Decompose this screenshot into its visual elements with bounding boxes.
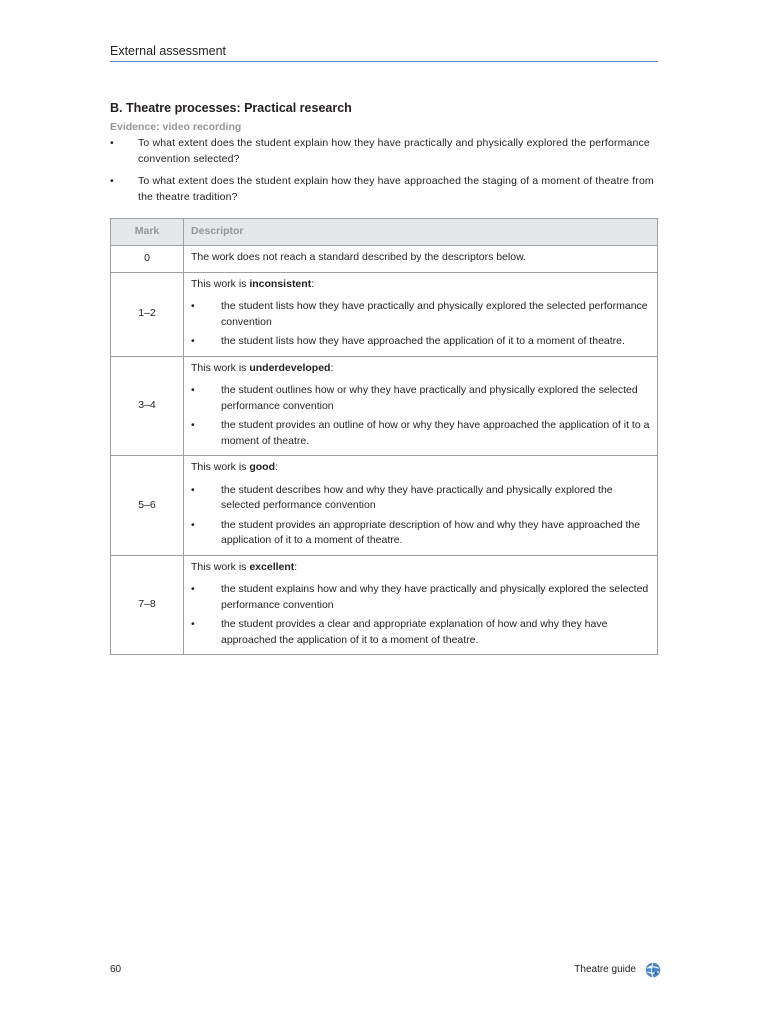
mark-column-header: Mark	[111, 219, 184, 246]
question-item	[110, 136, 658, 167]
markband-table	[110, 218, 658, 655]
point-text: the student provides an outline of how or why they have approached the application of it to a moment of theatre.	[221, 419, 650, 447]
list-item	[191, 299, 650, 330]
lead-prefix: This work is	[191, 361, 250, 374]
guide-title: Theatre guide	[574, 964, 636, 975]
point-text: the student describes how and why they have practically and physically explored the selected performance convention	[221, 483, 613, 511]
descriptor-points	[191, 483, 650, 549]
list-item	[191, 383, 650, 414]
mark-cell: 3–4	[111, 356, 184, 456]
descriptor-points	[191, 299, 650, 350]
mark-cell: 7–8	[111, 555, 184, 655]
mark-cell: 1–2	[111, 272, 184, 356]
point-text: the student provides a clear and appropriate explanation of how and why they have approached the application of it to a moment of theatre.	[221, 618, 608, 646]
point-text: the student explains how and why they have practically and physically explored the selected performance convention	[221, 583, 649, 611]
point-text: the student provides an appropriate description of how and why they have approached the application of it to a moment of theatre.	[221, 518, 641, 546]
descriptor-points	[191, 383, 650, 449]
bullet: •	[191, 518, 195, 531]
guiding-questions	[110, 136, 658, 212]
table-row	[111, 456, 658, 556]
table-row	[111, 272, 658, 356]
bullet: •	[191, 335, 195, 347]
list-item	[191, 418, 650, 449]
lead-prefix: This work is	[191, 560, 250, 573]
bullet: •	[191, 300, 195, 312]
lead-prefix: This work is	[191, 277, 250, 290]
question-text: To what extent does the student explain how they have approached the staging of a moment of theatre from the theatre tradition?	[138, 175, 654, 203]
section-title: B. Theatre processes: Practical research	[110, 101, 352, 115]
evidence-label: Evidence: video recording	[110, 121, 242, 133]
table-row	[111, 246, 658, 273]
point-text: the student outlines how or why they have practically and physically explored the selected performance convention	[221, 384, 638, 412]
list-item	[191, 582, 650, 613]
lead-suffix: :	[275, 461, 278, 473]
bullet: •	[191, 618, 195, 630]
mark-cell: 0	[111, 246, 184, 273]
table-row	[111, 555, 658, 655]
descriptor-cell: The work does not reach a standard described by the descriptors below.	[184, 246, 658, 273]
list-item	[191, 483, 650, 514]
question-item	[110, 174, 658, 205]
level-keyword: underdeveloped	[249, 361, 331, 374]
lead-suffix: :	[330, 361, 334, 374]
descriptor-cell	[184, 555, 658, 655]
bullet: •	[191, 583, 195, 595]
bullet: •	[110, 175, 114, 187]
bullet: •	[110, 137, 114, 149]
descriptor-cell	[184, 356, 658, 456]
descriptor-cell	[184, 272, 658, 356]
question-text: To what extent does the student explain how they have practically and physically explored the performance convention selected?	[138, 137, 650, 165]
bullet: •	[191, 419, 195, 431]
list-item	[191, 617, 650, 648]
level-keyword: good	[249, 461, 275, 473]
list-item	[191, 518, 650, 549]
ib-globe-logo-icon	[645, 962, 661, 978]
mark-cell: 5–6	[111, 456, 184, 556]
list-item	[191, 334, 650, 350]
descriptor-column-header: Descriptor	[184, 219, 658, 246]
descriptor-lead	[191, 277, 650, 293]
table-header-row	[111, 219, 658, 246]
descriptor-lead	[191, 560, 650, 576]
table-row	[111, 356, 658, 456]
lead-prefix: This work is	[191, 461, 250, 473]
running-header: External assessment	[110, 44, 658, 62]
level-keyword: excellent	[249, 560, 295, 573]
bullet: •	[191, 384, 195, 396]
descriptor-cell	[184, 456, 658, 556]
lead-suffix: :	[311, 277, 315, 290]
point-text: the student lists how they have approached the application of it to a moment of theatre.	[221, 335, 625, 347]
point-text: the student lists how they have practically and physically explored the selected performance convention	[221, 300, 648, 328]
level-keyword: inconsistent	[249, 277, 312, 290]
page-number: 60	[110, 964, 122, 975]
bullet: •	[191, 483, 195, 496]
descriptor-lead	[191, 460, 650, 476]
lead-suffix: :	[294, 560, 298, 573]
descriptor-lead	[191, 361, 650, 377]
descriptor-points	[191, 582, 650, 648]
